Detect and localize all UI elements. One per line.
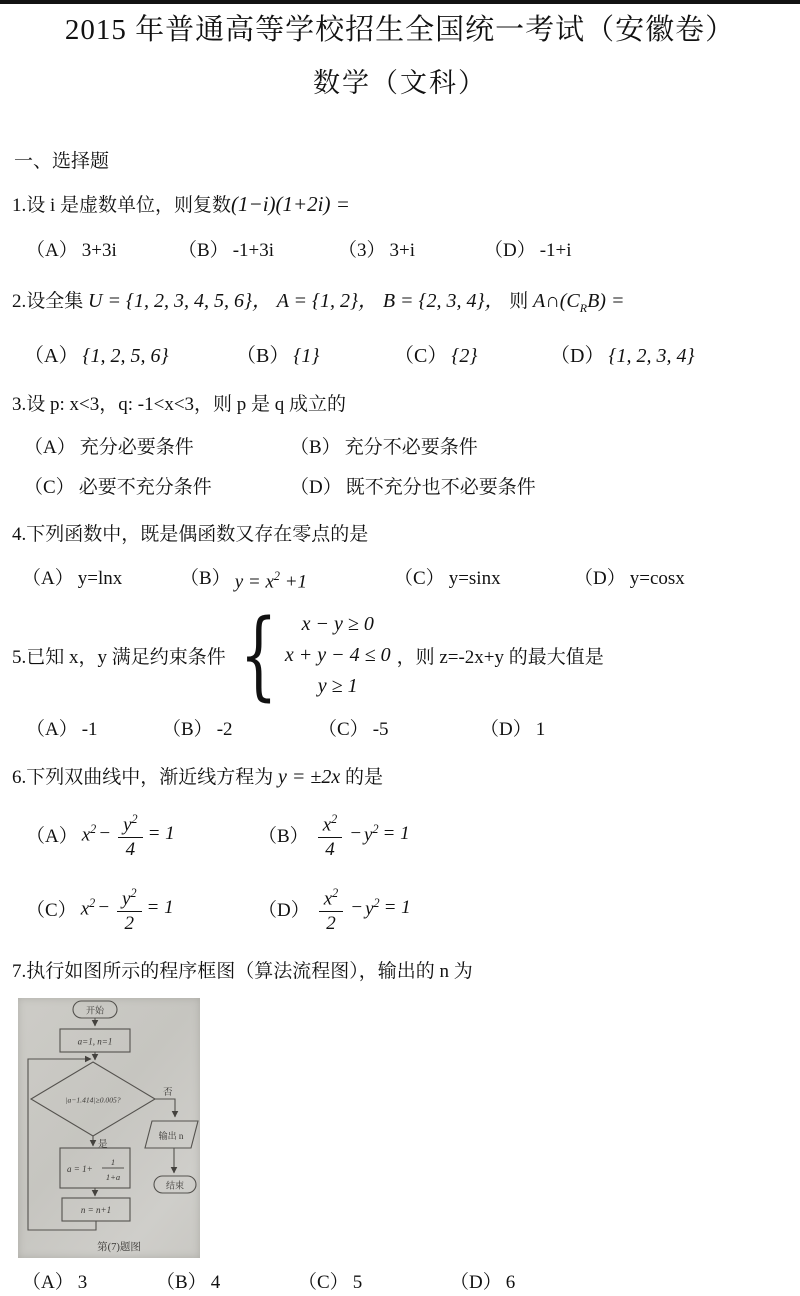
exam-subtitle: 数学（文科） [313, 68, 487, 98]
question-1-options [26, 238, 800, 264]
option-label: （A） [26, 719, 78, 741]
option-d [550, 343, 694, 369]
option-value: 1 [535, 719, 546, 741]
equals-one: = 1 [147, 823, 175, 845]
option-a [22, 1270, 156, 1296]
equals-one: = 1 [382, 823, 410, 845]
numerator: $y^2$ [118, 808, 143, 838]
minus-sign: − [98, 823, 112, 845]
set-a: A = {1, 2}， [276, 290, 379, 312]
init-label: a=1, n=1 [77, 1036, 113, 1047]
option-value: $x^2$ [80, 896, 96, 920]
assign-denominator: 1+a [105, 1172, 121, 1183]
option-label: （A） [24, 437, 76, 458]
stem-math: y = ±2x [278, 766, 341, 789]
denominator: 2 [124, 912, 135, 934]
option-value: $y^2$ [365, 896, 380, 920]
option-d [484, 238, 636, 264]
constraint-system [285, 609, 391, 702]
fraction [117, 882, 142, 935]
option-label: （D） [550, 345, 605, 367]
question-5-options [26, 717, 800, 743]
question-5-stem [12, 599, 800, 712]
option-d [290, 475, 556, 501]
option-label: （B） [162, 719, 213, 741]
page-top-border [0, 0, 800, 4]
option-value: -5 [372, 719, 389, 741]
option-value: 必要不充分条件 [78, 477, 212, 498]
option-label: （A） [26, 825, 78, 847]
option-label: （B） [290, 437, 341, 458]
option-label: （C） [318, 719, 369, 741]
option-label: （C） [394, 568, 445, 590]
question-6-stem [12, 763, 800, 792]
option-c [298, 1270, 450, 1296]
option-value: 3 [77, 1272, 88, 1294]
option-label: （B） [156, 1272, 207, 1294]
fraction [319, 882, 344, 935]
option-value: 充分必要条件 [79, 437, 194, 458]
denominator: 4 [125, 838, 136, 860]
option-value: {1, 2, 5, 6} [82, 345, 169, 367]
option-label: （D） [574, 568, 626, 590]
stem-text: 的是 [345, 767, 384, 789]
minus-sign: − [349, 823, 363, 845]
question-6-options-row-2 [26, 874, 800, 942]
question-2-stem [12, 284, 800, 325]
option-value: {1} [293, 345, 320, 367]
option-c [318, 717, 480, 743]
denominator: 4 [325, 838, 335, 860]
option-value: -2 [216, 719, 233, 741]
option-label: （A） [24, 345, 79, 367]
stem-math: (1−i)(1+2i) = [231, 192, 350, 216]
option-value: -1 [81, 719, 98, 741]
option-label: （A） [22, 1272, 74, 1294]
flowchart-diagram [18, 998, 200, 1258]
question-2 [0, 284, 800, 369]
option-b [290, 435, 556, 461]
set-b: B = {2, 3, 4}， [382, 290, 505, 312]
numerator: $x^2$ [319, 882, 344, 912]
fraction [318, 808, 343, 861]
option-a [26, 238, 178, 264]
option-b [178, 238, 338, 264]
option-label: （D） [258, 899, 310, 921]
numerator: $x^2$ [318, 808, 343, 838]
output-label: 输出 n [158, 1131, 184, 1142]
option-value: {1, 2, 3, 4} [608, 345, 695, 367]
stem-text: 2.设全集 [12, 291, 84, 312]
option-value: -1+3i [232, 240, 275, 261]
constraint-line: x − y ≥ 0 [301, 612, 374, 635]
question-4-options [22, 563, 800, 595]
question-3-options-row-2 [24, 475, 800, 501]
assign-numerator: 1 [110, 1157, 116, 1168]
option-label: （D） [290, 477, 342, 498]
numerator: $y^2$ [117, 882, 142, 912]
option-b [156, 1270, 298, 1296]
section-heading: 一、选择题 [14, 151, 110, 172]
figure-caption: 第(7)题图 [97, 1242, 141, 1254]
expression: $A\cap(C_RB)$ = [533, 290, 625, 315]
question-1 [0, 190, 800, 264]
option-label: （3） [338, 240, 386, 261]
option-label: （A） [26, 240, 78, 261]
option-b [162, 717, 318, 743]
constraint-line: x + y − 4 ≤ 0 [284, 643, 391, 666]
minus-sign: − [350, 897, 364, 919]
question-4 [0, 521, 800, 595]
option-value: 3+3i [81, 240, 117, 261]
system-brace: { [239, 599, 278, 712]
option-value: $y = x^2 +1$ [234, 569, 308, 593]
option-c [24, 475, 290, 501]
option-a [24, 343, 236, 369]
option-value: y=lnx [77, 568, 123, 590]
flowchart-photo [18, 998, 200, 1258]
option-value: y=sinx [448, 568, 501, 590]
question-6-options-row-1 [26, 800, 800, 868]
option-b [180, 563, 394, 595]
question-4-stem: 4.下列函数中，既是偶函数又存在零点的是 [12, 524, 369, 545]
option-label: （C） [298, 1272, 349, 1294]
option-label: （B） [258, 825, 309, 847]
fraction [118, 808, 143, 861]
option-label: （D） [480, 719, 532, 741]
stem-text: 则 [509, 291, 529, 312]
option-a [26, 717, 162, 743]
question-6 [0, 763, 800, 942]
option-d [480, 717, 545, 743]
option-value: 6 [505, 1272, 516, 1294]
option-value: 4 [210, 1272, 221, 1294]
question-1-stem [12, 190, 800, 220]
question-7-stem: 7.执行如图所示的程序框图（算法流程图），输出的 n 为 [12, 961, 473, 983]
denominator: 2 [326, 912, 336, 934]
option-a [26, 808, 258, 861]
option-a [24, 435, 290, 461]
option-value: -1+i [539, 240, 572, 261]
option-label: （D） [450, 1272, 502, 1294]
option-label: （D） [484, 240, 536, 261]
increment-label: n = n+1 [80, 1205, 112, 1216]
option-value: 3+i [389, 240, 416, 261]
option-d [574, 566, 685, 592]
option-label: （C） [24, 477, 75, 498]
option-value: 既不充分也不必要条件 [345, 477, 536, 498]
option-label: （B） [236, 345, 290, 367]
question-7-options [22, 1270, 800, 1296]
option-c [338, 238, 484, 264]
option-label: （C） [26, 899, 77, 921]
question-3-stem: 3.设 p: x<3，q: -1<x<3，则 p 是 q 成立的 [12, 394, 347, 415]
question-3 [0, 391, 800, 501]
stem-text: 6.下列双曲线中，渐近线方程为 [12, 767, 274, 789]
no-label: 否 [163, 1088, 173, 1099]
option-value: $y^2$ [364, 822, 379, 846]
option-b [236, 343, 394, 369]
exam-title: 2015 年普通高等学校招生全国统一考试（安徽卷） [64, 14, 736, 46]
condition-label: |a−1.414|≥0.005? [65, 1095, 121, 1105]
stem-text: 5.已知 x，y 满足约束条件 [12, 646, 226, 668]
set-u: U = {1, 2, 3, 4, 5, 6}， [88, 290, 272, 312]
stem-text: 1.设 i 是虚数单位，则复数 [12, 195, 232, 216]
option-label: （C） [394, 345, 448, 367]
yes-label: 是 [98, 1140, 108, 1151]
option-label: （B） [178, 240, 229, 261]
minus-sign: − [97, 897, 111, 919]
option-value: 5 [352, 1272, 363, 1294]
start-label: 开始 [85, 1005, 105, 1016]
option-label: （A） [22, 568, 74, 590]
option-c [26, 882, 258, 935]
question-5 [0, 599, 800, 743]
option-value: y=cosx [629, 568, 685, 590]
option-value: 充分不必要条件 [344, 437, 478, 458]
option-d [450, 1270, 515, 1296]
option-d [258, 882, 411, 935]
question-7 [0, 958, 800, 1296]
option-c [394, 566, 574, 592]
flow-no-branch [155, 1099, 175, 1117]
assign-label: a = 1+ [67, 1164, 93, 1175]
option-a [22, 566, 180, 592]
option-label: （B） [180, 568, 231, 590]
equals-one: = 1 [383, 897, 411, 919]
question-2-options [24, 343, 800, 369]
option-value: $x^2$ [81, 822, 97, 846]
option-c [394, 343, 550, 369]
question-3-options-row-1 [24, 435, 800, 461]
equals-one: = 1 [146, 897, 174, 919]
option-value: {2} [451, 345, 478, 367]
option-b [258, 808, 410, 861]
end-label: 结束 [165, 1180, 185, 1191]
constraint-line: y ≥ 1 [317, 674, 358, 697]
stem-text: ，则 z=-2x+y 的最大值是 [396, 646, 604, 668]
